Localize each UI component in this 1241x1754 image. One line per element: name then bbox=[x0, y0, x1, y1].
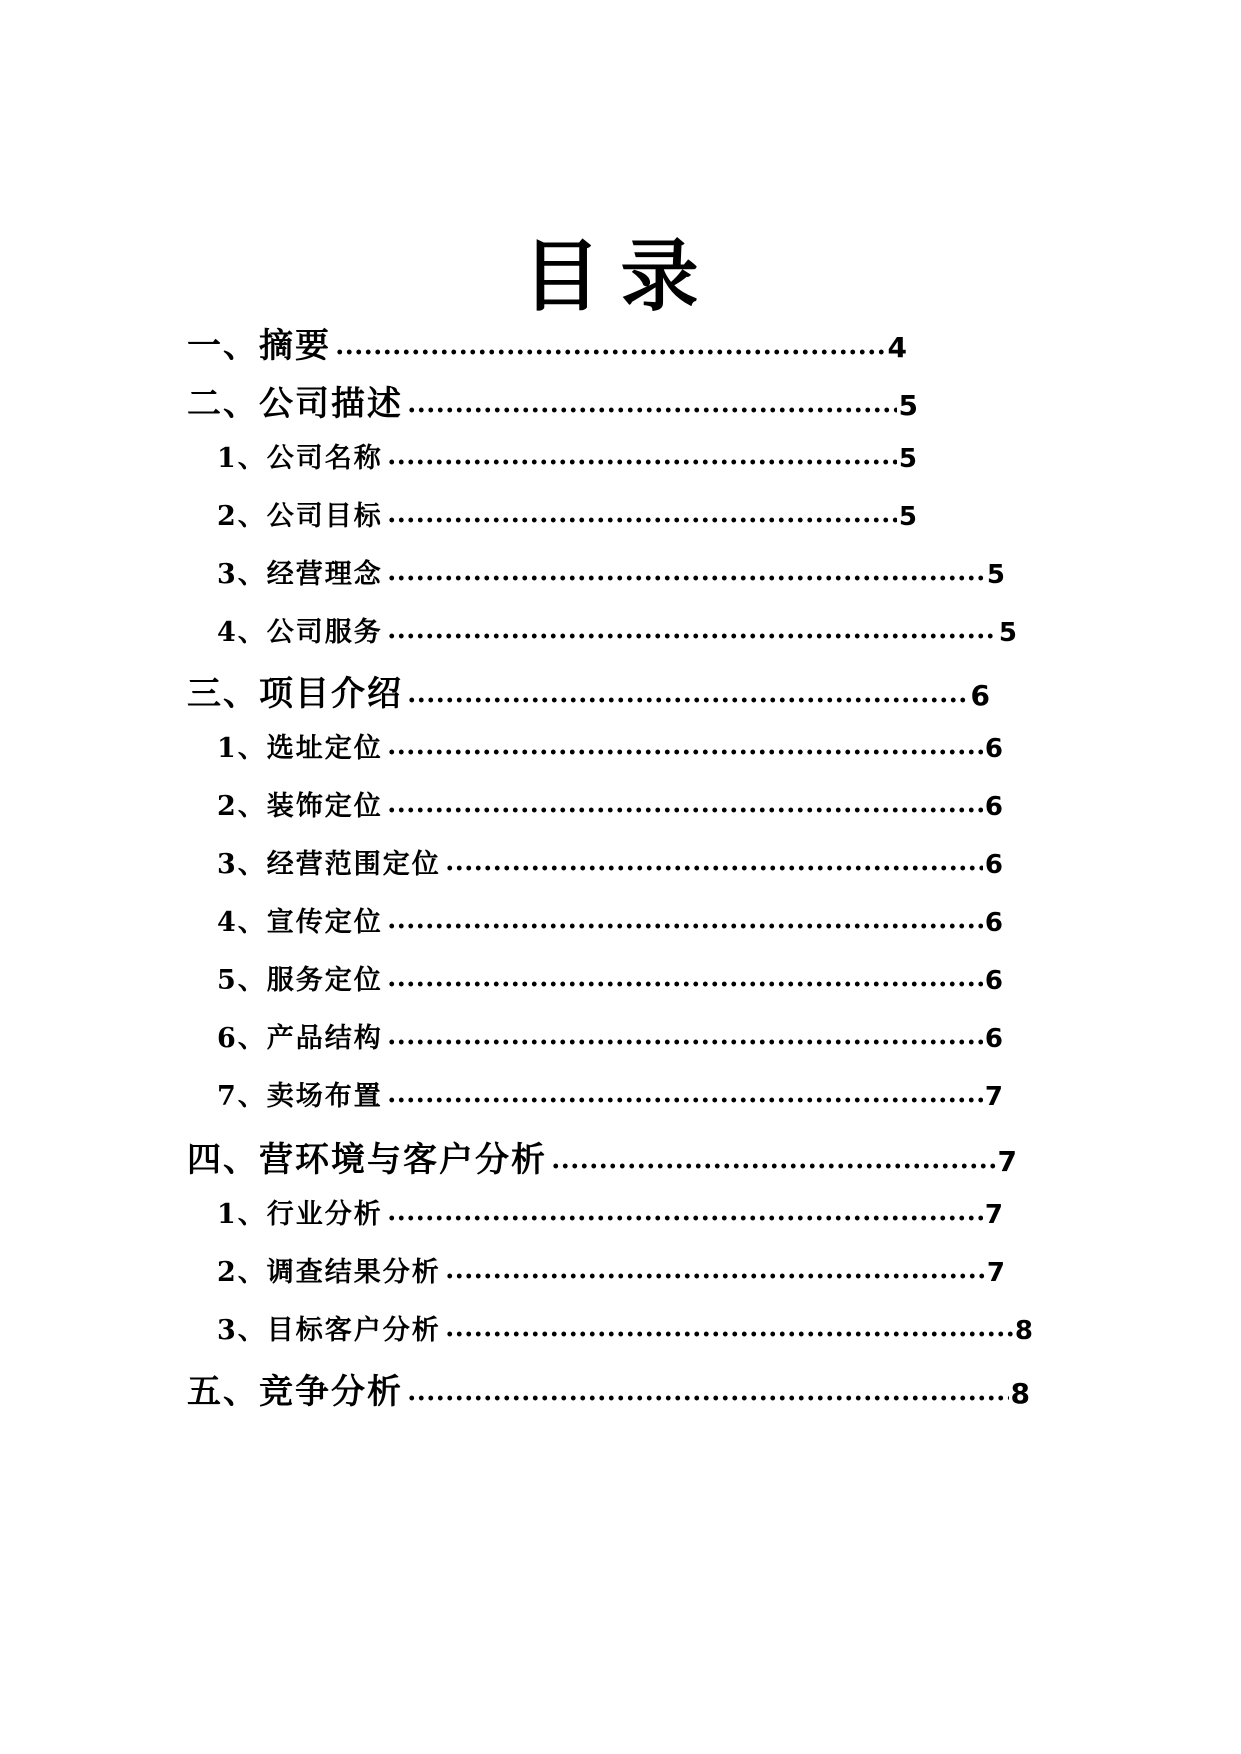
toc-entry-label: 2、调查结果分析 bbox=[217, 1257, 441, 1288]
dot-leader bbox=[385, 977, 983, 991]
toc-entry[interactable] bbox=[217, 842, 1003, 881]
toc-entry-label: 5、服务定位 bbox=[217, 965, 383, 996]
toc-entry-page: 8 bbox=[1014, 1316, 1033, 1346]
toc-entry[interactable] bbox=[187, 318, 907, 367]
dot-leader bbox=[443, 1327, 1013, 1341]
dot-leader bbox=[385, 919, 983, 933]
dot-leader bbox=[385, 1211, 983, 1225]
toc-entry[interactable] bbox=[217, 610, 1017, 649]
toc-entry-label: 1、选址定位 bbox=[217, 733, 383, 764]
toc-entry-label: 三、项目介绍 bbox=[187, 674, 403, 714]
dot-leader bbox=[405, 403, 897, 417]
toc-entry[interactable] bbox=[217, 1192, 1003, 1231]
dot-leader bbox=[385, 1093, 983, 1107]
toc-entry-label: 4、公司服务 bbox=[217, 617, 383, 648]
dot-leader bbox=[385, 1035, 983, 1049]
toc-entry-page: 5 bbox=[898, 389, 918, 422]
toc-entry[interactable] bbox=[217, 494, 917, 533]
toc-entry-page: 5 bbox=[986, 560, 1005, 590]
toc-title: 目录 bbox=[522, 231, 719, 322]
toc-entry-page: 6 bbox=[984, 1024, 1003, 1054]
toc-entry[interactable] bbox=[217, 900, 1003, 939]
toc-entry-page: 6 bbox=[970, 679, 990, 712]
dot-leader bbox=[333, 345, 886, 359]
toc-entry-page: 6 bbox=[984, 966, 1003, 996]
toc-entry-page: 8 bbox=[1010, 1377, 1030, 1410]
toc-entry[interactable] bbox=[217, 1250, 1005, 1289]
toc-entry[interactable] bbox=[217, 958, 1003, 997]
toc-entry-label: 1、公司名称 bbox=[217, 443, 383, 474]
dot-leader bbox=[549, 1159, 996, 1173]
toc-entry-label: 4、宣传定位 bbox=[217, 907, 383, 938]
toc-entry-label: 二、公司描述 bbox=[187, 384, 403, 424]
toc-entry-page: 6 bbox=[984, 908, 1003, 938]
toc-entry-page: 5 bbox=[998, 618, 1017, 648]
toc-entry-label: 四、营环境与客户分析 bbox=[187, 1140, 547, 1180]
toc-entry-label: 五、竞争分析 bbox=[187, 1372, 403, 1412]
dot-leader bbox=[385, 629, 997, 643]
toc-entry-label: 3、经营理念 bbox=[217, 559, 383, 590]
toc-entry-label: 2、公司目标 bbox=[217, 501, 383, 532]
toc-entry-page: 6 bbox=[984, 792, 1003, 822]
toc-entry-label: 一、摘要 bbox=[187, 326, 331, 366]
toc-entry-label: 7、卖场布置 bbox=[217, 1081, 383, 1112]
toc-entry-page: 7 bbox=[984, 1082, 1003, 1112]
toc-entry-label: 2、装饰定位 bbox=[217, 791, 383, 822]
dot-leader bbox=[443, 1269, 985, 1283]
toc-entry-page: 7 bbox=[984, 1200, 1003, 1230]
toc-entry-page: 7 bbox=[986, 1258, 1005, 1288]
toc-entry-label: 3、经营范围定位 bbox=[217, 849, 441, 880]
toc-entry-label: 6、产品结构 bbox=[217, 1023, 383, 1054]
toc-entry-page: 5 bbox=[898, 502, 917, 532]
toc-entry[interactable] bbox=[187, 376, 918, 425]
toc-entry[interactable] bbox=[217, 1308, 1033, 1347]
toc-entry[interactable] bbox=[217, 1074, 1003, 1113]
dot-leader bbox=[385, 745, 983, 759]
toc-entry-page: 5 bbox=[898, 444, 917, 474]
dot-leader bbox=[385, 803, 983, 817]
dot-leader bbox=[405, 1391, 1009, 1405]
dot-leader bbox=[405, 693, 969, 707]
toc-entry-page: 4 bbox=[887, 331, 907, 364]
toc-entry[interactable] bbox=[187, 1364, 1030, 1413]
dot-leader bbox=[385, 513, 897, 527]
toc-entry-page: 7 bbox=[997, 1145, 1017, 1178]
toc-entry[interactable] bbox=[217, 784, 1003, 823]
dot-leader bbox=[385, 571, 985, 585]
dot-leader bbox=[443, 861, 983, 875]
toc-entry-label: 3、目标客户分析 bbox=[217, 1315, 441, 1346]
toc-entry[interactable] bbox=[217, 552, 1005, 591]
toc-entry-label: 1、行业分析 bbox=[217, 1199, 383, 1230]
toc-entry-page: 6 bbox=[984, 734, 1003, 764]
toc-entry[interactable] bbox=[217, 436, 917, 475]
toc-entry[interactable] bbox=[217, 726, 1003, 765]
toc-entry[interactable] bbox=[187, 1132, 1017, 1181]
toc-entry-page: 6 bbox=[984, 850, 1003, 880]
toc-entry[interactable] bbox=[187, 666, 990, 715]
dot-leader bbox=[385, 455, 897, 469]
toc-entry[interactable] bbox=[217, 1016, 1003, 1055]
